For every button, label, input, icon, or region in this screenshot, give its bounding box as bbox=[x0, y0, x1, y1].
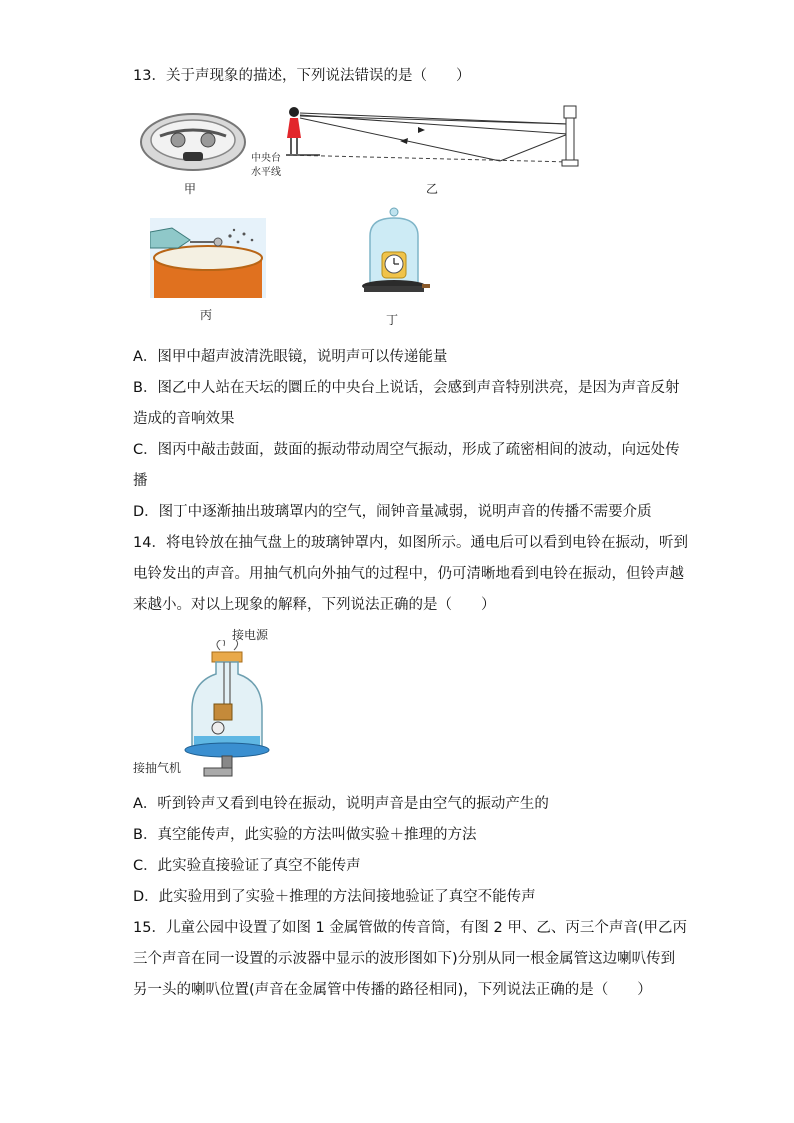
q13-option-b-line2: 造成的音响效果 bbox=[133, 411, 235, 427]
q13-option-b-line1: B．图乙中人站在天坛的圜丘的中央台上说话，会感到声音特别洪亮，是因为声音反射 bbox=[133, 380, 680, 396]
q13-option-c-line1: C．图丙中敲击鼓面，鼓面的振动带动周空气振动，形成了疏密相间的波动，向远处传 bbox=[133, 442, 680, 458]
figure-ding-bell-jar-clock bbox=[356, 206, 432, 302]
figure-bell-jar-electric-bell bbox=[180, 640, 290, 785]
q14-option-c: C．此实验直接验证了真空不能传声 bbox=[133, 858, 361, 874]
figure-yi-horizon-label: 水平线 bbox=[251, 167, 281, 178]
figure-ding-label: 丁 bbox=[386, 313, 399, 327]
q13-option-d: D．图丁中逐渐抽出玻璃罩内的空气，闹钟音量减弱，说明声音的传播不需要介质 bbox=[133, 504, 652, 520]
q14-stem-line2: 电铃发出的声音。用抽气机向外抽气的过程中，仍可清晰地看到电铃在振动，但铃声越 bbox=[133, 566, 684, 582]
q13-option-c-line2: 播 bbox=[133, 473, 148, 489]
figure-jia-ultrasonic-cleaner bbox=[138, 110, 248, 172]
q14-stem-line3: 来越小。对以上现象的解释，下列说法正确的是（ ） bbox=[133, 597, 496, 613]
figure-bell-pump-label: 接抽气机 bbox=[133, 761, 182, 775]
figure-yi-platform-label: 中央台 bbox=[251, 153, 281, 164]
figure-bing-label: 丙 bbox=[200, 308, 213, 322]
q14-option-a: A．听到铃声又看到电铃在振动，说明声音是由空气的振动产生的 bbox=[133, 796, 549, 812]
q15-stem-line3: 另一头的喇叭位置(声音在金属管中传播的路径相同)，下列说法正确的是（ ） bbox=[133, 982, 652, 998]
figure-bing-drum bbox=[150, 218, 266, 298]
q15-stem-line2: 三个声音在同一设置的示波器中显示的波形图如下)分别从同一根金属管这边喇叭传到 bbox=[133, 951, 676, 967]
figure-yi-echo-diagram bbox=[250, 104, 590, 174]
figure-bell-power-label: 接电源 bbox=[232, 628, 269, 642]
q14-option-b: B．真空能传声，此实验的方法叫做实验＋推理的方法 bbox=[133, 827, 477, 843]
q14-option-d: D．此实验用到了实验＋推理的方法间接地验证了真空不能传声 bbox=[133, 889, 536, 905]
q15-stem-line1: 15．儿童公园中设置了如图 1 金属管做的传音筒，有图 2 甲、乙、丙三个声音(甲乙丙 bbox=[133, 920, 687, 936]
figure-jia-label: 甲 bbox=[184, 182, 197, 196]
figure-yi-label: 乙 bbox=[426, 182, 439, 196]
q13-option-a: A．图甲中超声波清洗眼镜，说明声可以传递能量 bbox=[133, 349, 448, 365]
q13-stem: 13．关于声现象的描述，下列说法错误的是（ ） bbox=[133, 68, 471, 84]
q14-stem-line1: 14．将电铃放在抽气盘上的玻璃钟罩内，如图所示。通电后可以看到电铃在振动，听到 bbox=[133, 535, 688, 551]
